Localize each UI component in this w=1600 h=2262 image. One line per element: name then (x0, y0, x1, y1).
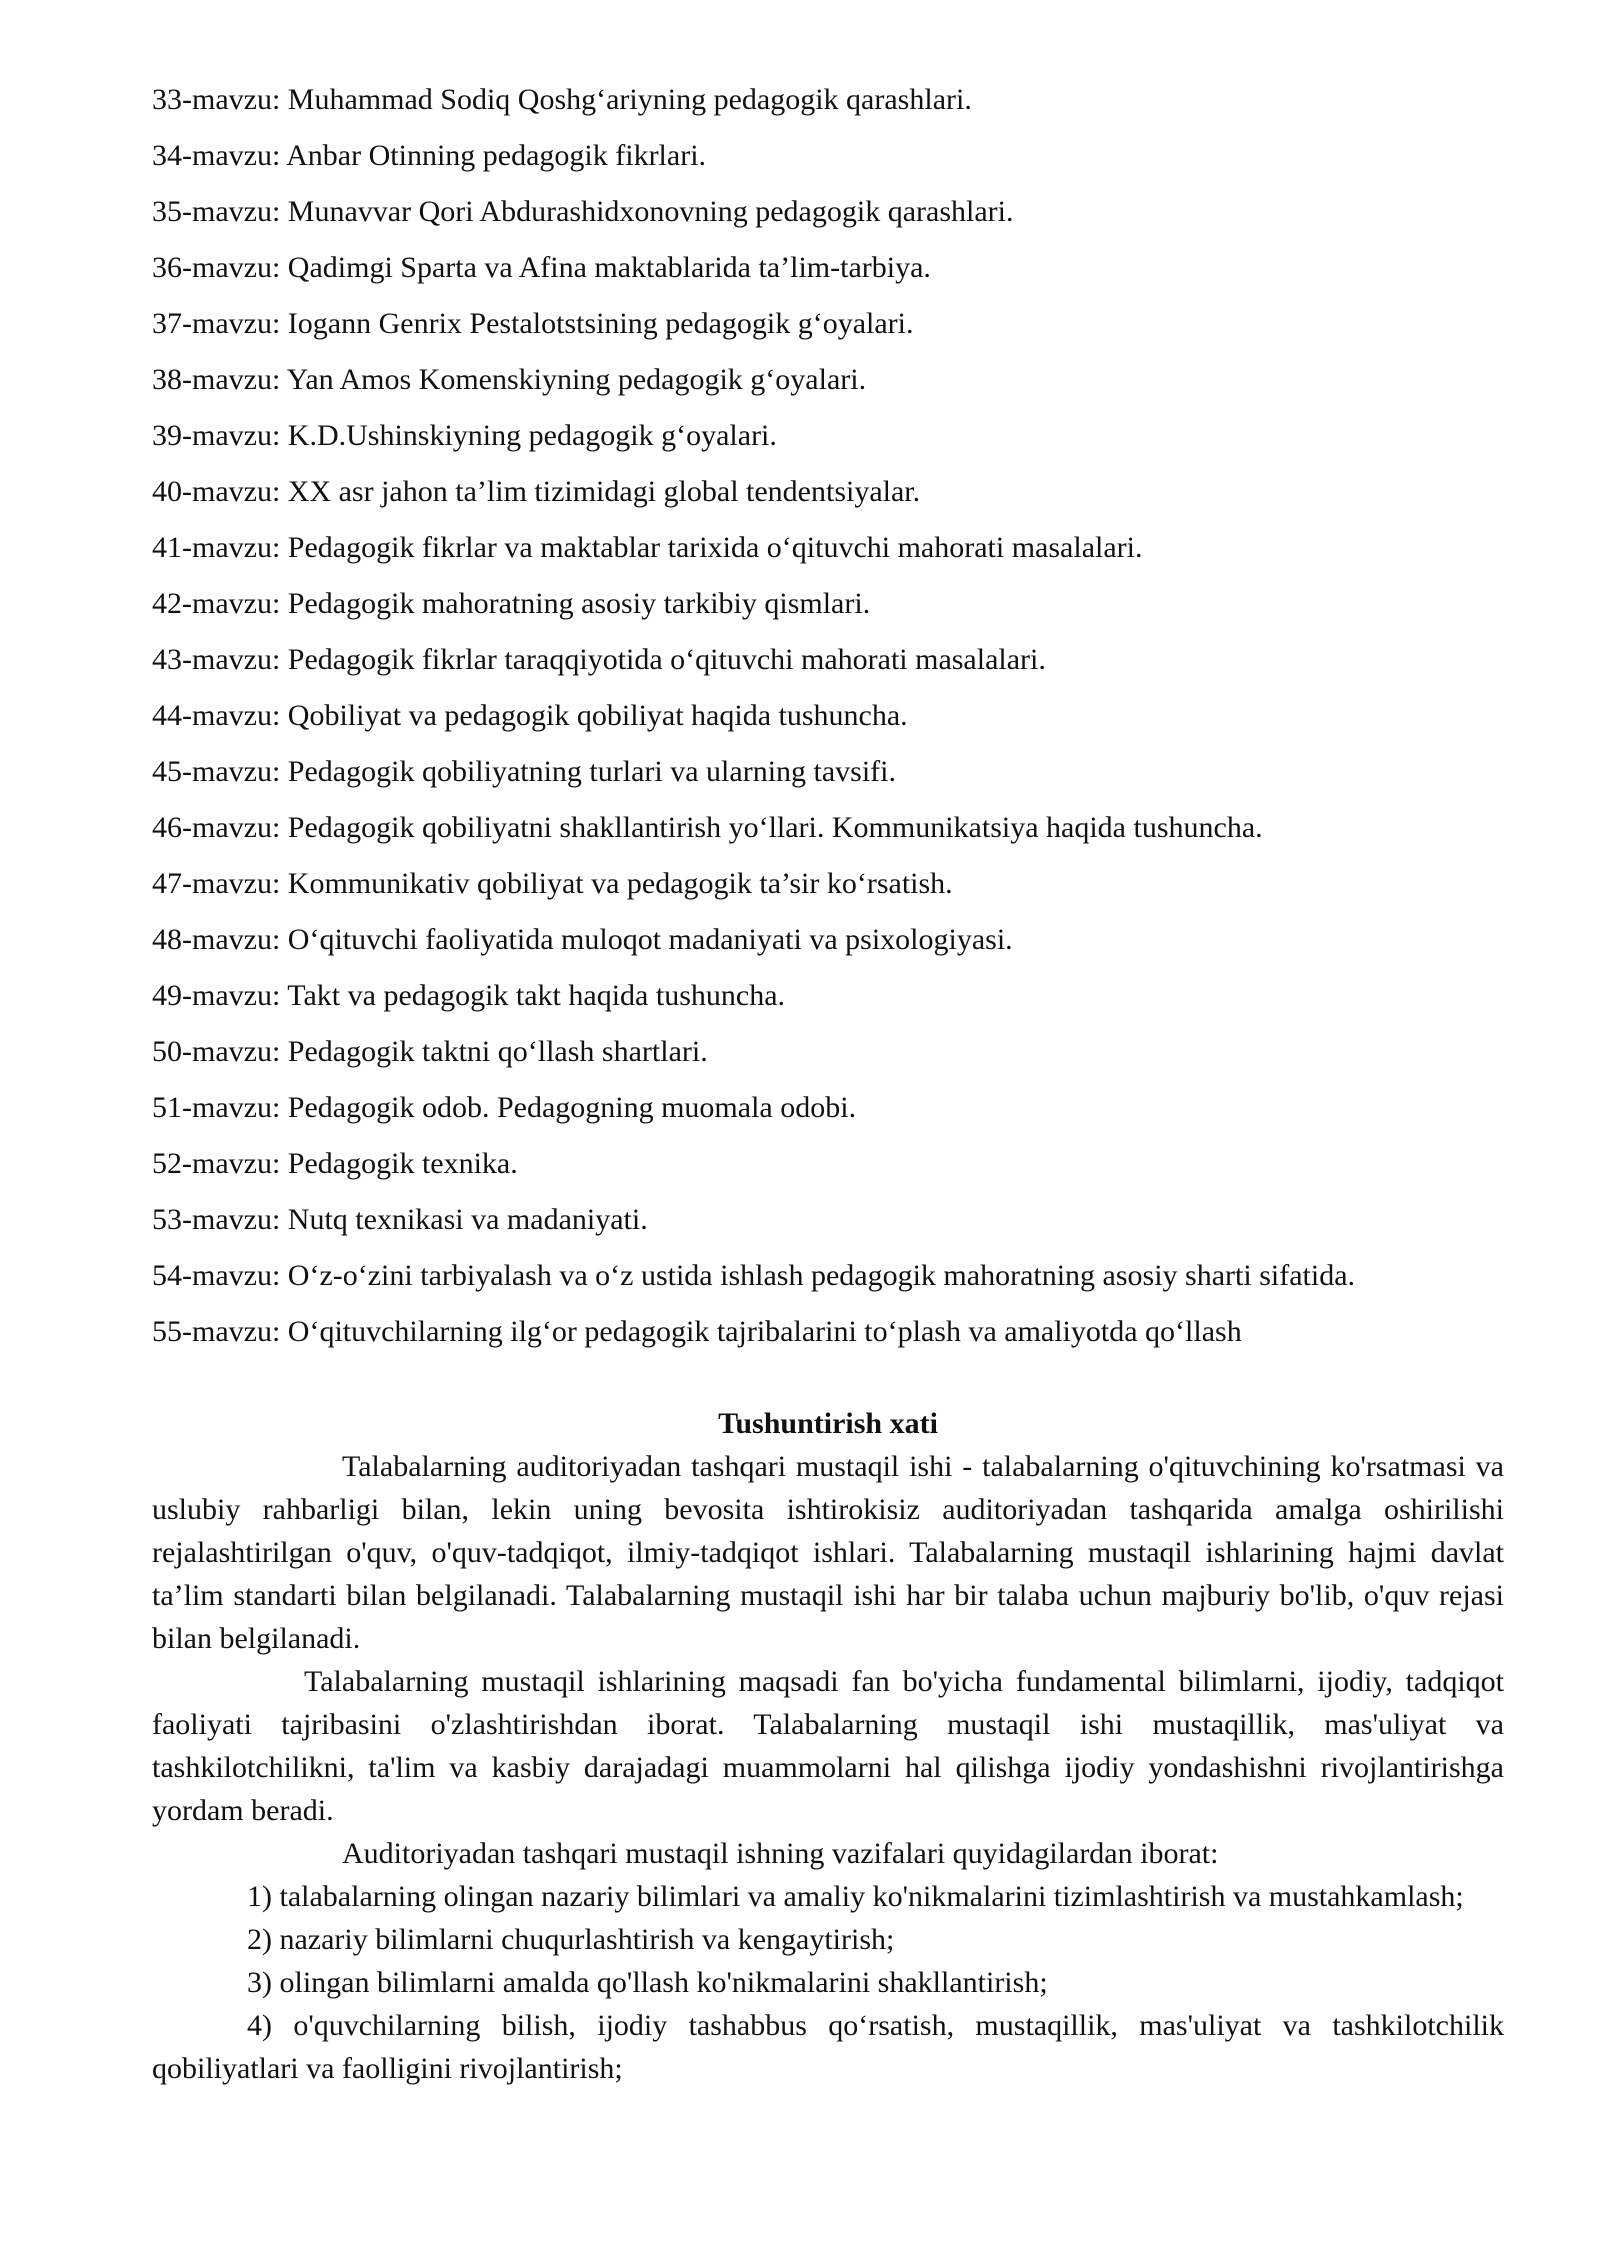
topic-item: 37-mavzu: Iogann Genrix Pestalotstsining pedagogik g‘oyalari. (152, 307, 914, 340)
topic-item: 38-mavzu: Yan Amos Komenskiyning pedagogik g‘oyalari. (152, 363, 867, 396)
task-item: 4) o'quvchilarning bilish, ijodiy tashabbus qo‘rsatish, mustaqillik, mas'uliyat va tashkilotchilik qobiliyatlari va faolligini rivojlantirish; (152, 2009, 1504, 2085)
paragraph-tasks-intro: Auditoriyadan tashqari mustaqil ishning vazifalari quyidagilardan iborat: (342, 1837, 1219, 1870)
section-title: Tushuntirish xati (718, 1407, 938, 1440)
topic-item: 51-mavzu: Pedagogik odob. Pedagogning muomala odobi. (152, 1091, 857, 1124)
document-page (152, 72, 1504, 2090)
topic-item: 47-mavzu: Kommunikativ qobiliyat va pedagogik ta’sir ko‘rsatish. (152, 867, 953, 900)
topic-item: 50-mavzu: Pedagogik taktni qo‘llash shartlari. (152, 1035, 708, 1068)
topic-item: 33-mavzu: Muhammad Sodiq Qoshg‘ariyning pedagogik qarashlari. (152, 83, 972, 116)
topic-item: 46-mavzu: Pedagogik qobiliyatni shakllantirish yo‘llari. Kommunikatsiya haqida tushuncha. (152, 811, 1263, 844)
topic-item: 35-mavzu: Munavvar Qori Abdurashidxonovning pedagogik qarashlari. (152, 195, 1014, 228)
paragraph-definition: Talabalarning auditoriyadan tashqari mustaqil ishi - talabalarning o'qituvchining ko'rsatmasi va uslubiy rahbarligi bilan, lekin uning bevosita ishtirokisiz auditoriyadan tashqarida amalga oshirilishi rejalashtirilgan o'quv, o'quv-tadqiqot, ilmiy-tadqiqot ishlari. Talabalarning mustaqil ishlarining hajmi davlat ta’lim standarti bilan belgilanadi. Talabalarning mustaqil ishi har bir talaba uchun majburiy bo'lib, o'quv rejasi bilan belgilanadi. (152, 1450, 1504, 1655)
paragraph-purpose: Talabalarning mustaqil ishlarining maqsadi fan bo'yicha fundamental bilimlarni, ijodiy, tadqiqot faoliyati tajribasini o'zlashtirishdan iborat. Talabalarning mustaqil ishi mustaqillik, mas'uliyat va tashkilotchilikni, ta'lim va kasbiy darajadagi muammolarni hal qilishga ijodiy yondashishni rivojlantirishga yordam beradi. (152, 1665, 1504, 1827)
topic-list (152, 72, 1504, 1360)
task-item: 1) talabalarning olingan nazariy bilimlari va amaliy ko'nikmalarini tizimlashtirish va mustahkamlash; (247, 1880, 1464, 1913)
topic-item: 53-mavzu: Nutq texnikasi va madaniyati. (152, 1203, 648, 1236)
topic-item: 43-mavzu: Pedagogik fikrlar taraqqiyotida o‘qituvchi mahorati masalalari. (152, 643, 1046, 676)
topic-item: 52-mavzu: Pedagogik texnika. (152, 1147, 518, 1180)
topic-item: 54-mavzu: O‘z-o‘zini tarbiyalash va o‘z ustida ishlash pedagogik mahoratning asosiy sharti sifatida. (152, 1259, 1356, 1292)
topic-item: 45-mavzu: Pedagogik qobiliyatning turlari va ularning tavsifi. (152, 755, 897, 788)
topic-item: 34-mavzu: Anbar Otinning pedagogik fikrlari. (152, 139, 707, 172)
topic-item: 42-mavzu: Pedagogik mahoratning asosiy tarkibiy qismlari. (152, 587, 871, 620)
topic-item: 36-mavzu: Qadimgi Sparta va Afina maktablarida ta’lim-tarbiya. (152, 251, 931, 284)
task-item: 3) olingan bilimlarni amalda qo'llash ko'nikmalarini shakllantirish; (247, 1966, 1048, 1999)
topic-item: 49-mavzu: Takt va pedagogik takt haqida tushuncha. (152, 979, 786, 1012)
topic-item: 48-mavzu: O‘qituvchi faoliyatida muloqot madaniyati va psixologiyasi. (152, 923, 1013, 956)
topic-item: 41-mavzu: Pedagogik fikrlar va maktablar tarixida o‘qituvchi mahorati masalalari. (152, 531, 1143, 564)
topic-item: 55-mavzu: O‘qituvchilarning ilg‘or pedagogik tajribalarini to‘plash va amaliyotda qo‘llash (152, 1315, 1242, 1348)
topic-item: 40-mavzu: XX asr jahon ta’lim tizimidagi global tendentsiyalar. (152, 475, 921, 508)
topic-item: 39-mavzu: K.D.Ushinskiyning pedagogik g‘oyalari. (152, 419, 777, 452)
topic-item: 44-mavzu: Qobiliyat va pedagogik qobiliyat haqida tushuncha. (152, 699, 908, 732)
task-item: 2) nazariy bilimlarni chuqurlashtirish va kengaytirish; (247, 1923, 895, 1956)
